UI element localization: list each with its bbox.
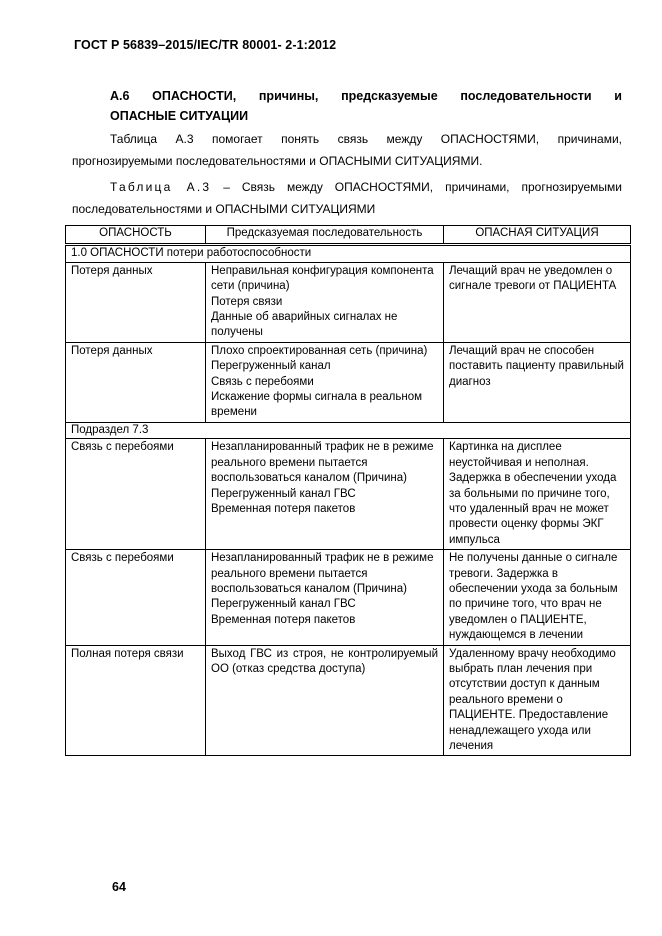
group-label: Подраздел 7.3 bbox=[66, 422, 631, 438]
intro-paragraph bbox=[72, 128, 622, 172]
hazards-table bbox=[65, 225, 631, 756]
sequence-line: Плохо спроектированная сеть (причина) bbox=[211, 344, 428, 357]
sequence-line: Перегруженный канал ГВС bbox=[211, 598, 356, 611]
table-row bbox=[66, 439, 631, 550]
table-header-row bbox=[66, 226, 631, 245]
intro-line1: Таблица А.3 помогает понять связь между ОПАСНОСТЯМИ, причинами, bbox=[110, 132, 622, 146]
table-row bbox=[66, 550, 631, 645]
hazard-cell: Связь с перебоями bbox=[66, 439, 206, 550]
sequence-line: Искажение формы сигнала в реальном времени bbox=[211, 391, 423, 419]
intro-line2: прогнозируемыми последовательностями и ОПАСНЫМИ СИТУАЦИЯМИ. bbox=[72, 154, 483, 168]
sequence-line: Временная потеря пакетов bbox=[211, 502, 356, 515]
group-row bbox=[66, 245, 631, 262]
hazard-cell: Полная потеря связи bbox=[66, 645, 206, 756]
section-title-line2: ОПАСНЫЕ СИТУАЦИИ bbox=[110, 109, 249, 123]
sequence-cell bbox=[206, 439, 444, 550]
group-row bbox=[66, 422, 631, 438]
sequence-line: Связь с перебоями bbox=[211, 375, 314, 388]
table-caption bbox=[72, 176, 622, 220]
sequence-cell bbox=[206, 262, 444, 342]
sequence-line: Незапланированный трафик не в режиме реального времени пытается воспользоваться каналом (Причина) bbox=[211, 552, 434, 595]
table-row bbox=[66, 342, 631, 422]
sequence-line: Временная потеря пакетов bbox=[211, 613, 356, 626]
hazard-cell: Потеря данных bbox=[66, 342, 206, 422]
situation-cell: Картинка на дисплее неустойчивая и неполная. Задержка в обеспечении ухода за больными по причине того, что удаленный врач не может провести оценку формы ЭКГ импульса bbox=[444, 439, 631, 550]
sequence-line: Потеря связи bbox=[211, 295, 283, 308]
sequence-line: Перегруженный канал bbox=[211, 360, 331, 373]
hazard-cell: Связь с перебоями bbox=[66, 550, 206, 645]
group-label: 1.0 ОПАСНОСТИ потери работоспособности bbox=[66, 245, 631, 262]
sequence-line: Перегруженный канал ГВС bbox=[211, 487, 356, 500]
table-caption-text: – Связь между ОПАСНОСТЯМИ, причинами, прогнозируемыми bbox=[211, 180, 622, 194]
page-number: 64 bbox=[112, 880, 126, 894]
section-title bbox=[110, 86, 622, 126]
table-caption-line2: последовательностями и ОПАСНЫМИ СИТУАЦИЯМИ bbox=[72, 202, 376, 216]
header-sequence: Предсказуемая последовательность bbox=[206, 226, 444, 245]
section-title-line1: А.6 ОПАСНОСТИ, причины, предсказуемые последовательности и bbox=[110, 89, 622, 103]
sequence-cell bbox=[206, 342, 444, 422]
sequence-cell bbox=[206, 645, 444, 756]
situation-cell: Не получены данные о сигнале тревоги. Задержка в обеспечении ухода за больным по причине того, что врач не уведомлен о ПАЦИЕНТЕ, нуждающемся в лечении bbox=[444, 550, 631, 645]
situation-cell: Лечащий врач не уведомлен о сигнале тревоги от ПАЦИЕНТА bbox=[444, 262, 631, 342]
table-caption-line1 bbox=[72, 176, 622, 198]
hazard-cell: Потеря данных bbox=[66, 262, 206, 342]
sequence-line: Данные об аварийных сигналах не получены bbox=[211, 311, 398, 339]
situation-cell: Удаленному врачу необходимо выбрать план лечения при отсутствии доступ к данным реального времени о ПАЦИЕНТЕ. Предоставление ненадлежащего ухода или лечения bbox=[444, 645, 631, 756]
document-header: ГОСТ Р 56839–2015/IEC/TR 80001- 2-1:2012 bbox=[74, 38, 337, 52]
table-caption-label: Таблица А.3 bbox=[110, 180, 212, 194]
header-hazard: ОПАСНОСТЬ bbox=[66, 226, 206, 245]
sequence-line: Выход ГВС из строя, не контролируемый ОО (отказ средства доступа) bbox=[211, 647, 438, 675]
table-row bbox=[66, 262, 631, 342]
header-situation: ОПАСНАЯ СИТУАЦИЯ bbox=[444, 226, 631, 245]
situation-cell: Лечащий врач не способен поставить пациенту правильный диагноз bbox=[444, 342, 631, 422]
sequence-line: Неправильная конфигурация компонента сети (причина) bbox=[211, 264, 434, 293]
sequence-cell bbox=[206, 550, 444, 645]
sequence-line: Незапланированный трафик не в режиме реального времени пытается воспользоваться каналом (Причина) bbox=[211, 441, 434, 485]
table-row bbox=[66, 645, 631, 756]
